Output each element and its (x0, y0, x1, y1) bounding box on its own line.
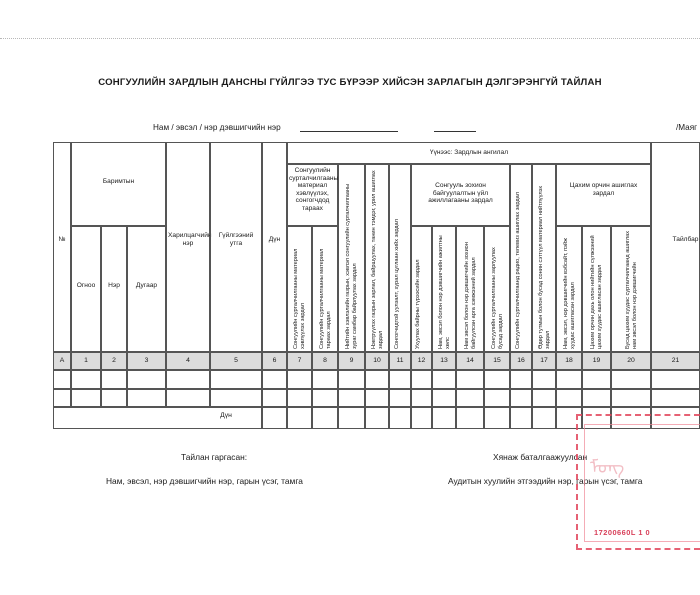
header-number: Дугаар (135, 282, 158, 289)
column-number: 7 (297, 357, 302, 364)
party-name-label: Нам / эвсэл / нэр дэвшигчийн нэр (153, 123, 281, 132)
table-row-cell (262, 370, 287, 389)
table-row-cell (101, 370, 127, 389)
header-group-events: Сонгууль зохион байгуулалтын үйл ажиллагааны зардал (428, 182, 493, 205)
column-number: 9 (349, 357, 354, 364)
table-row-cell (338, 370, 365, 389)
header-vertical-label: Нам, эвсэл болон нэр дэвшигчийн ажилтны хөлс (437, 235, 451, 349)
total-value-cell (365, 407, 389, 429)
total-value-cell (532, 407, 556, 429)
header-remaining: Тайлбар (672, 236, 699, 243)
total-label: Дүн (220, 412, 232, 419)
verified-by-label: Хянаж баталгаажуулсан (493, 452, 588, 462)
header-vertical-label: Сонгогчидтой уулзалт, хурал цуглаан хийх зардал (393, 219, 400, 349)
column-number: 1 (84, 357, 88, 364)
table-row-cell (582, 370, 611, 389)
table-row-cell (210, 389, 262, 407)
table-row-cell (456, 370, 484, 389)
header-amount-cell (262, 142, 287, 352)
header-group-online: Цахим орчин ашиглах зардал (569, 182, 638, 197)
header-vertical-label: Өдөр тутмын болон бусад сонин сэтгүүл материал нийтлүүлэх зардал (537, 185, 551, 349)
header-remaining-cell (651, 142, 700, 352)
table-row-cell (432, 370, 456, 389)
table-row-cell (53, 370, 71, 389)
header-vertical-label: Бусад цахим хуудас сурталчилгаанд ашиглах нам эвсэл болон нэр дэвшигчийн (624, 230, 638, 349)
stamp-seal-mark: ᠮᠣᠩ (590, 457, 625, 478)
header-vertical-label: Сонгуулийн сурталчилгааны материал тараах зардал (318, 248, 332, 349)
table-row-cell (532, 370, 556, 389)
table-row-cell (127, 370, 166, 389)
table-row-cell (312, 370, 338, 389)
header-vertical-label: Нийтийн хэвлэлийн газрын, хэвлэл сонгуулийн сурталчилгааны зураг самбар байрлуулах зардал (345, 183, 358, 349)
table-row-cell (166, 370, 210, 389)
party-name-blank-short (434, 131, 476, 132)
header-vertical-label: Сонгуулийн сурталчилгааны материал хэвлүүлэх зардал (293, 248, 306, 349)
total-value-cell (411, 407, 432, 429)
report-title: СОНГУУЛИЙН ЗАРДЛЫН ДАНСНЫ ГҮЙЛГЭЭ ТУС БҮРЭЭР ХИЙСЭН ЗАРЛАГЫН ДЭЛГЭРЭНГҮЙ ТАЙЛАН (98, 77, 602, 88)
column-number: 4 (186, 357, 190, 364)
total-value-cell (287, 407, 312, 429)
column-number: 11 (396, 357, 404, 364)
table-row-cell (101, 389, 127, 407)
table-row-cell (484, 389, 510, 407)
table-row-cell (611, 389, 651, 407)
column-number: 15 (493, 357, 501, 364)
table-row-cell (53, 389, 71, 407)
column-number: 18 (565, 357, 573, 364)
header-vertical-label: Нам эвсэл болон нэр дэвшигчийн зохион байгуулсан арга хэмжээний зардал (463, 242, 477, 349)
table-row-cell (510, 370, 532, 389)
column-number: 5 (234, 357, 238, 364)
table-row-cell (287, 370, 312, 389)
header-group-materials: Сонгуулийн сурталчилгааны материал хэвлүүлэх, сонгогчдод тараах (289, 167, 339, 212)
table-row-cell (338, 389, 365, 407)
table-row-cell (651, 370, 700, 389)
column-number: 16 (517, 357, 525, 364)
header-counterparty: Харилцагчийн нэр (168, 232, 212, 247)
column-number: 14 (466, 357, 474, 364)
table-row-cell (651, 389, 700, 407)
prepared-by-caption: Нам, эвсэл, нэр дэвшигчийн нэр, гарын үсэг, тамга (106, 476, 303, 486)
table-row-cell (510, 389, 532, 407)
table-row-cell (484, 370, 510, 389)
table-row-cell (262, 389, 287, 407)
official-stamp-inner-border (584, 424, 700, 542)
table-row-cell (365, 370, 389, 389)
table-row-cell (127, 389, 166, 407)
header-vertical-label: Цахим орчин дахь олон нийтийн сүлжээний цахим хуудас ашигласан зардал (590, 235, 603, 349)
column-number: 17 (540, 357, 548, 364)
column-number: 3 (144, 357, 149, 364)
header-content: Гүйлгээний утга (218, 232, 254, 247)
total-value-cell (484, 407, 510, 429)
table-row-cell (287, 389, 312, 407)
header-name: Нэр (108, 282, 120, 289)
total-value-cell (389, 407, 411, 429)
column-number: 6 (272, 357, 277, 364)
total-value-cell (432, 407, 456, 429)
header-vertical-label: Сонгуулийн сурталчилгаанд радио, телевиз ашиглах зардал (514, 191, 521, 349)
header-no: № (58, 236, 66, 243)
table-row-cell (456, 389, 484, 407)
table-row-cell (611, 370, 651, 389)
table-row-cell (166, 389, 210, 407)
header-date: Огноо (76, 282, 96, 289)
verified-by-caption: Аудитын хуулийн этгээдийн нэр, гарын үсэг, тамга (448, 476, 643, 486)
table-row-cell (411, 370, 432, 389)
header-category: Үүнээс: Зардлын ангилал (429, 149, 509, 156)
table-row-cell (389, 389, 411, 407)
stamp-number: 17200660L 1 0 (594, 528, 651, 537)
party-name-blank (300, 131, 398, 132)
prepared-by-label: Тайлан гаргасан: (181, 452, 248, 462)
table-row-cell (365, 389, 389, 407)
column-number: 2 (112, 357, 116, 364)
column-number: 13 (440, 357, 448, 364)
table-row-cell (556, 370, 582, 389)
header-amount: Дүн (268, 236, 281, 243)
table-row-cell (411, 389, 432, 407)
total-value-cell (338, 407, 365, 429)
column-number: A (59, 357, 65, 364)
header-document: Баримтын (102, 178, 135, 185)
table-row-cell (210, 370, 262, 389)
header-no-cell (53, 142, 71, 352)
column-number: 19 (592, 357, 601, 364)
column-number: 12 (417, 357, 426, 364)
table-row-cell (71, 370, 101, 389)
table-row-cell (71, 389, 101, 407)
table-row-cell (582, 389, 611, 407)
total-value-cell (456, 407, 484, 429)
total-value-cell (262, 407, 287, 429)
table-row-cell (556, 389, 582, 407)
table-row-cell (389, 370, 411, 389)
form-code-label: /Маяг (676, 123, 698, 132)
table-row-cell (432, 389, 456, 407)
column-number: 21 (671, 357, 680, 364)
column-number: 10 (373, 357, 381, 364)
total-value-cell (510, 407, 532, 429)
total-value-cell (312, 407, 338, 429)
column-number: 8 (323, 357, 327, 364)
scan-top-line (0, 38, 700, 39)
header-vertical-label: Нэвтрүүлэх газрын зарлал, байршуулах, танин тэмдэг, урил ашиглах зардал (370, 170, 384, 349)
header-vertical-label: Нам, эвсэл, нэр дэвшигчийн вэбсайт, пэйж хуудас ашигласан зардал (562, 238, 576, 349)
header-vertical-label: Ухуулах байрны түрээсийн зардал (415, 259, 421, 349)
table-row-cell (532, 389, 556, 407)
header-vertical-label: Сонгуулийн сурталчилгааны зарлуулах бусад зардал (490, 247, 504, 349)
table-row-cell (312, 389, 338, 407)
column-number: 20 (627, 357, 635, 364)
